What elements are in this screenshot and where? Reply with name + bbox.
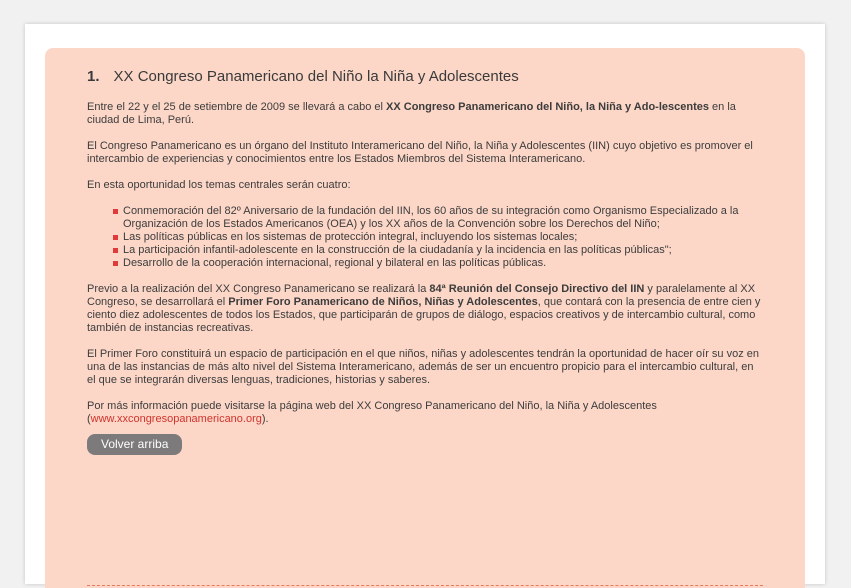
description-paragraph: El Congreso Panamericano es un órgano del Instituto Interamericano del Niño, la Niña y Adolescentes (IIN) cuyo objetivo es promover el intercambio de experiencias y conocimientos entre los Estados Miembros del Sistema Interamericano.: [87, 140, 753, 165]
meeting-paragraph: [87, 283, 763, 335]
more-info-text: Por más información puede visitarse la página web del XX Congreso Panamericano del Niño, la Niña y Adolescentes (: [87, 400, 657, 425]
list-item: [113, 231, 763, 244]
content-panel: [45, 48, 805, 588]
more-info-paragraph: [87, 400, 763, 426]
topic-text: La participación infantil-adolescente en la construcción de la ciudadanía y la incidencia en las políticas públicas";: [123, 244, 672, 256]
list-item: [113, 205, 763, 231]
red-square-bullet-icon: [113, 261, 118, 266]
list-item: [113, 244, 763, 257]
topic-text: Conmemoración del 82º Aniversario de la fundación del IIN, los 60 años de su integración como Organismo Especializado a la Organización de los Estados Americanos (OEA) y los XX años de la Convención sobre los Derechos del Niño;: [123, 205, 739, 230]
topics-intro-paragraph: En esta oportunidad los temas centrales serán cuatro:: [87, 179, 351, 191]
forum-paragraph: El Primer Foro constituirá un espacio de participación en el que niños, niñas y adolescentes tendrán la oportunidad de hacer oír su voz en una de las instancias de más alto nivel del Sistema Interamericano, además de ser un encuentro propicio para el intercambio cultural, en el que se integrarán diversas lenguas, tradiciones, historias y saberes.: [87, 348, 760, 386]
topic-text: Las políticas públicas en los sistemas de protección integral, incluyendo los sistemas locales;: [123, 231, 578, 243]
red-square-bullet-icon: [113, 209, 118, 214]
more-info-text-end: ).: [261, 413, 269, 425]
meeting-text-2: y paralelamente al XX Congreso, se desarrollará el: [87, 283, 756, 308]
intro-text-start: Entre el 22 y el 25 de setiembre de 2009 se llevará a cabo el: [87, 101, 387, 113]
section-heading: [87, 68, 763, 86]
section-title: XX Congreso Panamericano del Niño la Niña y Adolescentes: [113, 68, 519, 85]
congress-name-bold: XX Congreso Panamericano del Niño, la Niña y Ado-lescentes: [386, 101, 709, 113]
congress-website-link[interactable]: www.xxcongresopanamericano.org: [90, 413, 262, 425]
list-item: [113, 257, 763, 270]
topic-text: Desarrollo de la cooperación internacional, regional y bilateral en las políticas públicas.: [123, 257, 547, 269]
dashed-divider: [87, 585, 763, 586]
intro-paragraph: [87, 101, 763, 127]
forum-name-bold: Primer Foro Panamericano de Niños, Niñas y Adolescentes: [228, 296, 538, 308]
topics-list: [87, 205, 763, 270]
article-content: [87, 68, 763, 455]
meeting-name-bold: 84ª Reunión del Consejo Directivo del IIN: [429, 283, 645, 295]
section-number: 1.: [87, 68, 100, 85]
meeting-text-1: Previo a la realización del XX Congreso Panamericano se realizará la: [87, 283, 430, 295]
meeting-text-3: , que contará con la presencia de entre cien y ciento diez adolescentes de todos los Estados, que participarán de grupos de diálogo, espacios creativos y de intercambio cultural, como también de instancias recreativas.: [87, 296, 761, 334]
page-container: [25, 24, 825, 584]
red-square-bullet-icon: [113, 235, 118, 240]
red-square-bullet-icon: [113, 248, 118, 253]
intro-text-end: en la ciudad de Lima, Perú.: [87, 101, 736, 126]
back-to-top-button[interactable]: Volver arriba: [87, 434, 182, 455]
